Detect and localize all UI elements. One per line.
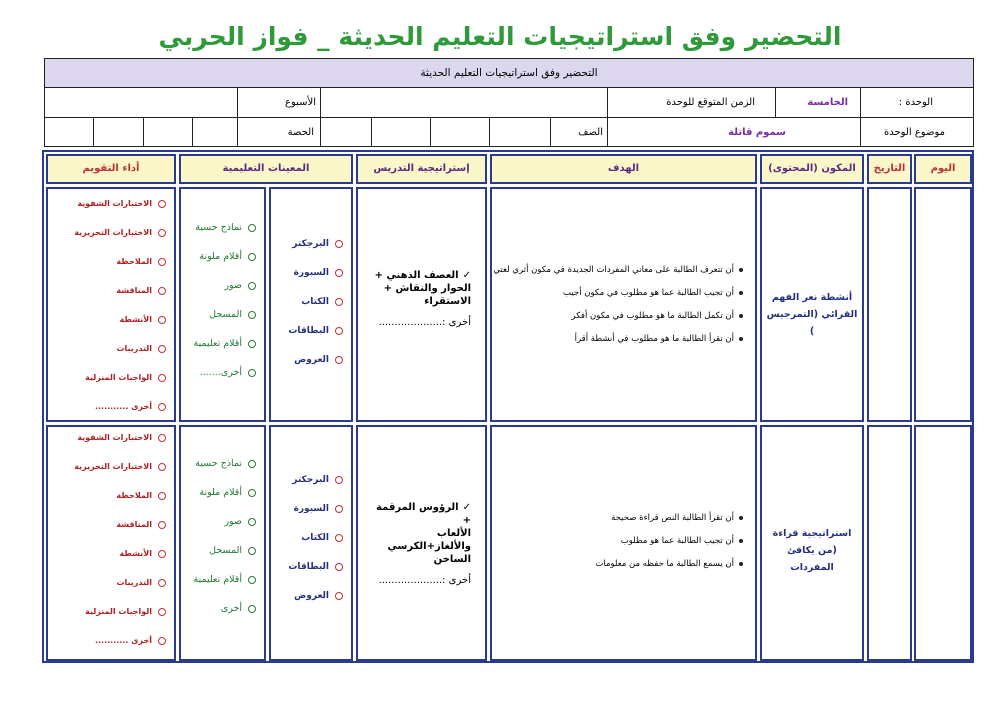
radio-circle-icon <box>158 200 166 208</box>
goal-item: أن تقرأ الطالبة النص قراءة صحيحة <box>502 507 743 530</box>
goal-item: أن يسمع الطالبة ما حفظه من معلومات <box>502 553 743 576</box>
col-content: المكون (المحتوى) <box>760 154 864 184</box>
class-label-cell <box>550 118 607 146</box>
aid-option[interactable]: أخرى....... <box>185 358 256 387</box>
row1-strategy: ✓العصف الذهني + الحوار والنقاش + الاستقراء أخرى :.................... <box>356 187 487 422</box>
check-icon: ✓ <box>462 270 471 281</box>
lesson-plan-table <box>42 150 974 663</box>
class-label: الصف <box>578 127 603 138</box>
unit-topic-label: موضوع الوحدة <box>884 127 945 138</box>
week-label-cell <box>237 88 320 117</box>
radio-circle-icon <box>335 563 343 571</box>
unit-value-cell <box>775 88 860 117</box>
row1-date <box>867 187 912 422</box>
radio-circle-icon <box>335 298 343 306</box>
radio-circle-icon <box>335 269 343 277</box>
eval-option[interactable]: الملاحظة <box>52 247 166 276</box>
unit-label-cell <box>860 88 973 117</box>
radio-circle-icon <box>335 476 343 484</box>
radio-circle-icon <box>158 229 166 237</box>
eval-option[interactable]: أخرى ........... <box>52 626 166 655</box>
radio-circle-icon <box>158 403 166 411</box>
aid-option[interactable]: أقلام ملونة <box>185 242 256 271</box>
row2-aids-green <box>179 425 266 661</box>
class-slot-4 <box>320 118 371 146</box>
row2-aids-blue <box>269 425 353 661</box>
eval-option[interactable]: المناقشة <box>52 510 166 539</box>
radio-circle-icon <box>248 547 256 555</box>
period-label-cell <box>237 118 320 146</box>
period-label: الحصة <box>287 127 314 138</box>
aid-option[interactable]: العروض <box>275 345 343 374</box>
row1-goals <box>490 187 757 422</box>
col-eval: أداء التقويم <box>46 154 176 184</box>
eval-option[interactable]: الواجبات المنزلية <box>52 597 166 626</box>
aid-option[interactable]: المسجل <box>185 536 256 565</box>
radio-circle-icon <box>158 434 166 442</box>
aid-option[interactable]: أخرى <box>185 594 256 623</box>
radio-circle-icon <box>248 282 256 290</box>
radio-circle-icon <box>158 287 166 295</box>
aid-option[interactable]: السبورة <box>275 494 343 523</box>
radio-circle-icon <box>248 369 256 377</box>
row2-strategy: ✓الرؤوس المرقمة + الألعاب والألغاز+الكرسي الساخن أخرى :.................... <box>356 425 487 661</box>
aid-option[interactable]: أقلام تعليمية <box>185 565 256 594</box>
aid-option[interactable]: صور <box>185 271 256 300</box>
col-strategy: إستراتيجية التدريس <box>356 154 487 184</box>
row1-eval <box>46 187 176 422</box>
col-aids: المعينات التعليمية <box>179 154 353 184</box>
radio-circle-icon <box>158 608 166 616</box>
aid-option[interactable]: المسجل <box>185 300 256 329</box>
expected-time-cell <box>607 88 775 117</box>
class-slot-1 <box>489 118 550 146</box>
radio-circle-icon <box>158 579 166 587</box>
eval-option[interactable]: الأنشطة <box>52 539 166 568</box>
header-row-unit <box>45 88 973 117</box>
radio-circle-icon <box>158 316 166 324</box>
radio-circle-icon <box>158 492 166 500</box>
goal-item: أن تكمل الطالبة ما هو مطلوب في مكون أفكر <box>502 305 743 328</box>
eval-option[interactable]: التدريبات <box>52 334 166 363</box>
row1-day <box>914 187 972 422</box>
strategy-other: أخرى :.................... <box>378 575 471 586</box>
week-label: الأسبوع <box>284 97 316 108</box>
radio-circle-icon <box>158 637 166 645</box>
class-slot-2 <box>430 118 489 146</box>
radio-circle-icon <box>248 311 256 319</box>
radio-circle-icon <box>248 605 256 613</box>
row2-eval <box>46 425 176 661</box>
row2-date <box>867 425 912 661</box>
radio-circle-icon <box>158 258 166 266</box>
aid-option[interactable]: الكتاب <box>275 523 343 552</box>
row1-content-text: أنشطة نعر الفهم القرائي (التمرجيس ) <box>766 292 858 337</box>
row2-goals <box>490 425 757 661</box>
row2-content-text: استراتيجية قراءة (من يكافئ المفردات <box>772 528 852 573</box>
unit-value: الخامسة <box>807 97 848 108</box>
radio-circle-icon <box>335 327 343 335</box>
row1-content <box>760 187 864 422</box>
radio-circle-icon <box>158 374 166 382</box>
aid-option[interactable]: البرجكتر <box>275 465 343 494</box>
radio-circle-icon <box>335 505 343 513</box>
week-value <box>45 88 237 117</box>
radio-circle-icon <box>248 489 256 497</box>
header-row-topic <box>45 117 973 146</box>
radio-circle-icon <box>335 592 343 600</box>
radio-circle-icon <box>335 534 343 542</box>
eval-option[interactable]: الاختبارات التحريرية <box>52 218 166 247</box>
eval-option[interactable]: الاختبارات التحريرية <box>52 452 166 481</box>
aid-option[interactable]: السبورة <box>275 258 343 287</box>
expected-time-value <box>320 88 607 117</box>
radio-circle-icon <box>335 356 343 364</box>
radio-circle-icon <box>248 460 256 468</box>
row1-aids-green <box>179 187 266 422</box>
col-date: التاريخ <box>867 154 912 184</box>
header-table <box>44 58 974 147</box>
radio-circle-icon <box>248 518 256 526</box>
row2-day <box>914 425 972 661</box>
radio-circle-icon <box>335 240 343 248</box>
row2-content <box>760 425 864 661</box>
period-slot-2 <box>143 118 192 146</box>
aid-option[interactable]: الكتاب <box>275 287 343 316</box>
class-slot-3 <box>371 118 430 146</box>
eval-option[interactable]: الملاحظة <box>52 481 166 510</box>
check-icon: ✓ <box>462 502 471 513</box>
radio-circle-icon <box>158 345 166 353</box>
page-title: التحضير وفق استراتيجيات التعليم الحديثة _ فواز الحربي <box>158 22 842 51</box>
radio-circle-icon <box>248 224 256 232</box>
aid-option[interactable]: أقلام تعليمية <box>185 329 256 358</box>
col-day: اليوم <box>914 154 972 184</box>
topic-value-cell <box>607 118 860 146</box>
aid-option[interactable]: نماذج حسية <box>185 449 256 478</box>
eval-option[interactable]: الواجبات المنزلية <box>52 363 166 392</box>
eval-option[interactable]: الأنشطة <box>52 305 166 334</box>
aid-option[interactable]: صور <box>185 507 256 536</box>
eval-option[interactable]: أخرى ........... <box>52 392 166 421</box>
aid-option[interactable]: البرجكتر <box>275 229 343 258</box>
aid-option[interactable]: البطاقات <box>275 552 343 581</box>
goal-item: أن تتعرف الطالبة على معاني المفردات الجديدة في مكون أثري لغتي <box>502 259 743 282</box>
col-goal: الهدف <box>490 154 757 184</box>
topic-label-cell <box>860 118 973 146</box>
eval-option[interactable]: التدريبات <box>52 568 166 597</box>
radio-circle-icon <box>248 253 256 261</box>
radio-circle-icon <box>248 340 256 348</box>
expected-time-label: الزمن المتوقع للوحدة <box>666 97 755 108</box>
radio-circle-icon <box>158 550 166 558</box>
aid-option[interactable]: نماذج حسية <box>185 213 256 242</box>
goal-item: أن تجيب الطالبة عما هو مطلوب في مكون أجيب <box>502 282 743 305</box>
eval-option[interactable]: المناقشة <box>52 276 166 305</box>
radio-circle-icon <box>158 463 166 471</box>
row1-aids-blue <box>269 187 353 422</box>
radio-circle-icon <box>158 521 166 529</box>
radio-circle-icon <box>248 576 256 584</box>
aid-option[interactable]: البطاقات <box>275 316 343 345</box>
period-slot-1 <box>192 118 237 146</box>
unit-label: الوحدة : <box>898 97 933 108</box>
goal-item: أن تقرأ الطالبة ما هو مطلوب في أنشطة أقرأ <box>502 328 743 351</box>
goal-item: أن تجيب الطالبة عما هو مطلوب <box>502 530 743 553</box>
header-banner: التحضير وفق استراتيجيات التعليم الحديثة <box>45 59 973 88</box>
eval-option[interactable]: الاختبارات الشفوية <box>52 189 166 218</box>
unit-topic-value: سموم قاتلة <box>728 127 786 138</box>
period-slot-4 <box>45 118 93 146</box>
period-slot-3 <box>93 118 143 146</box>
strategy-other: أخرى :.................... <box>378 317 471 328</box>
aid-option[interactable]: أقلام ملونة <box>185 478 256 507</box>
eval-option[interactable]: الاختبارات الشفوية <box>52 423 166 452</box>
aid-option[interactable]: العروض <box>275 581 343 610</box>
